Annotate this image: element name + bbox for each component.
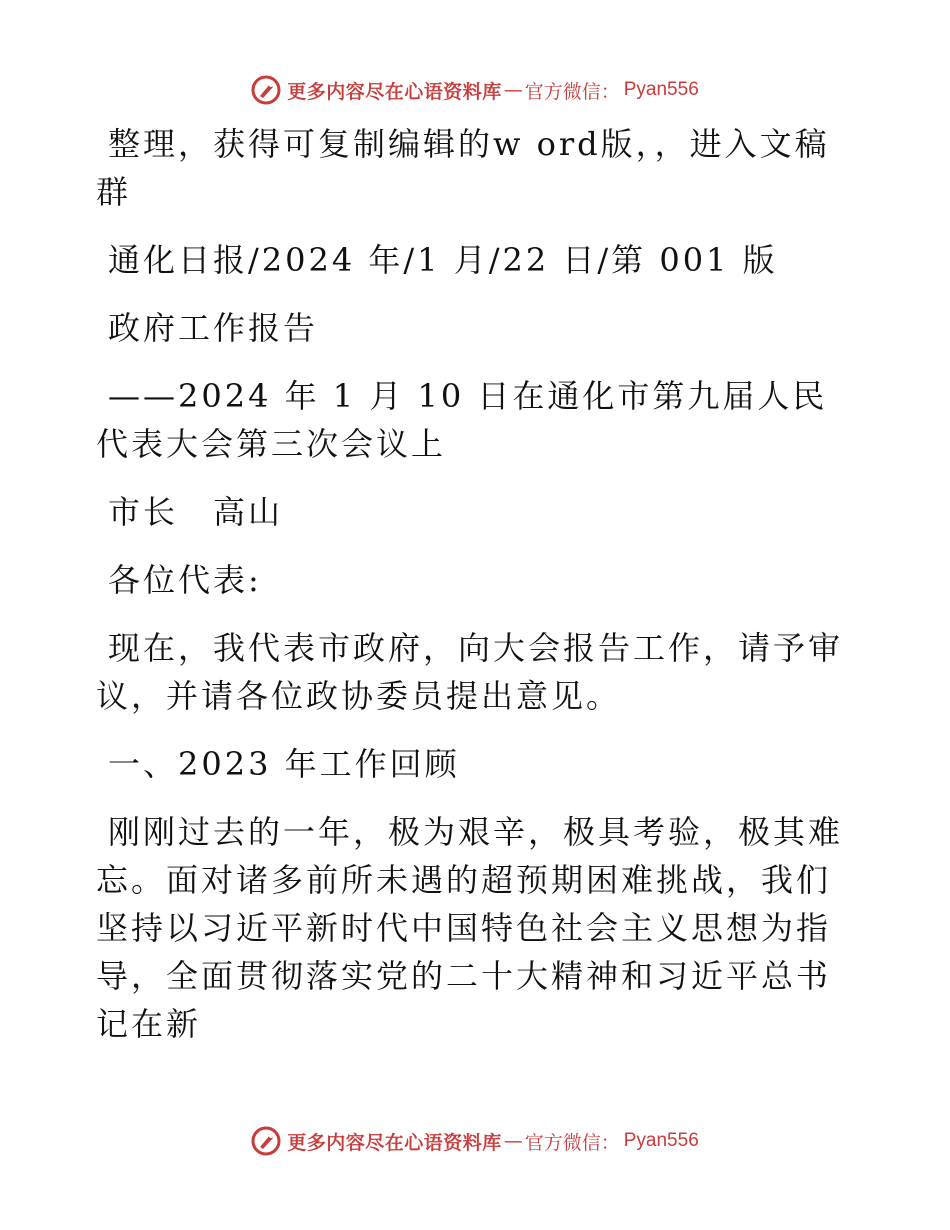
official-wechat-label: 官方微信： [524,1131,620,1154]
paragraph-body: 刚刚过去的一年，极为艰辛，极具考验，极其难忘。面对诸多前所未遇的超预期困难挑战，我们坚持以习近平新时代中国特色社会主义思想为指导，全面贯彻落实党的二十大精神和习近平总书记在新 [96,813,844,1043]
banner-separator: — [503,79,523,101]
paragraph-salutation: 各位代表: [108,561,262,599]
banner-separator: — [503,1130,523,1152]
brand-text: 更多内容尽在心语资料库 [287,1131,502,1154]
paragraph-subtitle: ——2024 年 1 月 10 日在通化市第九届人民代表大会第三次会议上 [96,377,828,463]
pen-nib-logo-icon [251,1126,281,1156]
official-wechat-label: 官方微信： [524,80,620,103]
paragraph-author: 市长 高山 [108,493,284,531]
wechat-id: Pyan556 [623,1130,699,1151]
section-heading: 一、2023 年工作回顾 [108,745,460,783]
document-body [96,120,856,1068]
paragraph-source: 通化日报/2024 年/1 月/22 日/第 001 版 [108,241,778,279]
wechat-id: Pyan556 [623,79,699,100]
paragraph-title: 政府工作报告 [108,309,319,347]
paragraph-intro: 现在，我代表市政府，向大会报告工作，请予审议，并请各位政协委员提出意见。 [96,629,844,715]
pen-nib-logo-icon [251,75,281,105]
brand-text: 更多内容尽在心语资料库 [287,80,502,103]
footer-watermark-banner [0,1121,950,1161]
header-watermark-banner [0,70,950,110]
paragraph-note: 整理，获得可复制编辑的w ord版，，进入文稿群 [96,125,830,211]
